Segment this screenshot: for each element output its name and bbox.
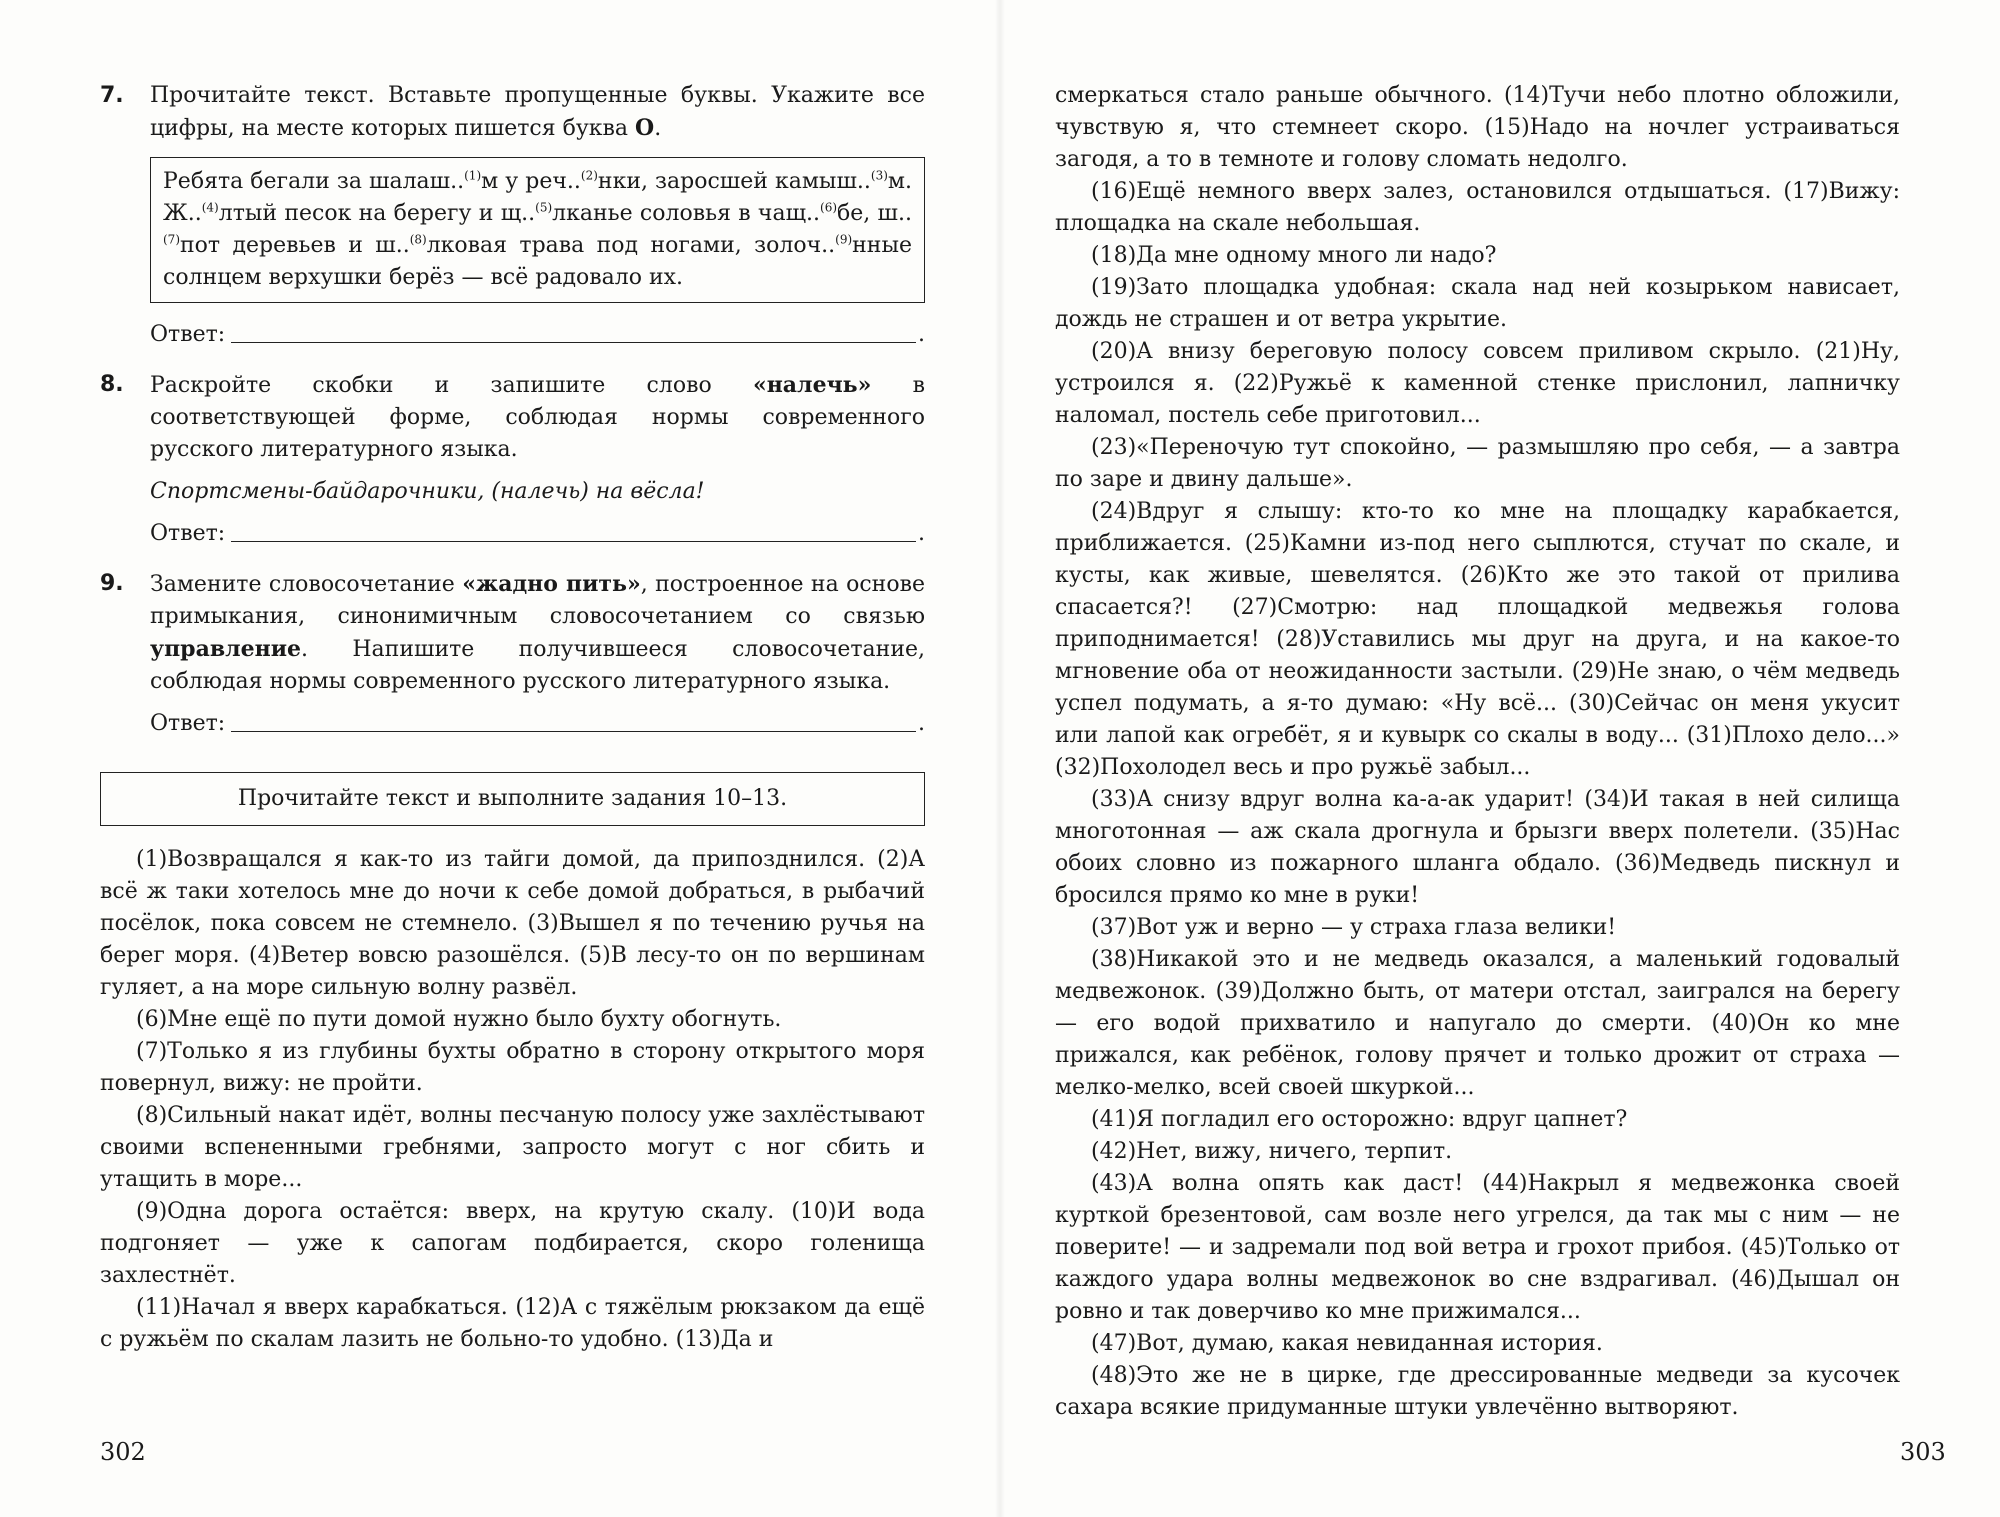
story-paragraph: (8)Сильный накат идёт, волны песчаную полосу уже захлёстывают своими вспененными гребнями, запросто могут с ног сбить и утащить в море...: [100, 1103, 925, 1192]
story-paragraph: (9)Одна дорога остаётся: вверх, на крутую скалу. (10)И вода подгоняет — уже к сапогам подбирается, скоро голенища захлестнёт.: [100, 1199, 925, 1288]
task-text-box: Ребята бегали за шалаш..$^{(1)}$м у реч..$^{(2)}$нки, заросшей камыш..$^{(3)}$м. Ж..$^{(4)}$лтый песок на берегу и щ..$^{(5)}$лканье соловья в чащ..$^{(6)}$бе, ш..$^{(7)}$пот деревьев и ш..$^{(8)}$лковая трава под ногами, золоч..$^{(9)}$нные солнцем верхушки берёз — всё радовало их.: [150, 157, 925, 303]
story-paragraph: (48)Это же не в цирке, где дрессированные медведи за кусочек сахара всякие придуманные штуки увлечённо вытворяют.: [1055, 1363, 1900, 1420]
story-paragraph: (23)«Переночую тут спокойно, — размышляю про себя, — а завтра по заре и двину дальше».: [1055, 435, 1900, 492]
story-paragraph: (16)Ещё немного вверх залез, остановился отдышаться. (17)Вижу: площадка на скале небольшая.: [1055, 179, 1900, 236]
reading-header: Прочитайте текст и выполните задания 10–13.: [100, 772, 925, 826]
task-9: [100, 568, 925, 740]
task-7: [100, 80, 925, 351]
story-paragraph: (18)Да мне одному много ли надо?: [1091, 243, 1497, 268]
task-number: 9.: [100, 571, 124, 596]
task-instruction: Прочитайте текст. Вставьте пропущенные буквы. Укажите все цифры, на месте которых пишется буква О.: [150, 83, 925, 141]
story-paragraph: (47)Вот, думаю, какая невиданная история.: [1091, 1331, 1603, 1356]
answer-label: Ответ:: [150, 711, 226, 736]
answer-label: Ответ:: [150, 322, 226, 347]
story-paragraph: (41)Я погладил его осторожно: вдруг цапнет?: [1091, 1107, 1628, 1132]
story-paragraph: (6)Мне ещё по пути домой нужно было бухту обогнуть.: [136, 1007, 782, 1032]
story-paragraph: (33)А снизу вдруг волна ка-а-ак ударит! (34)И такая в ней силища многотонная — аж скала дрогнула и брызги вверх полетели. (35)Нас обоих словно из пожарного шланга обдало. (36)Медведь пискнул и бросился прямо ко мне в руки!: [1055, 787, 1900, 908]
story-paragraph: (38)Никакой это и не медведь оказался, а маленький годовалый медвежонок. (39)Должно быть, от матери отстал, заигрался на берегу — его водой прихватило и напугало до смерти. (40)Он ко мне прижался, как ребёнок, голову прячет и только дрожит от страха — мелко-мелко, всей своей шкуркой...: [1055, 947, 1900, 1100]
answer-row: Ответ: .: [150, 708, 925, 740]
story-paragraph: (1)Возвращался я как-то из тайги домой, да припозднился. (2)А всё ж таки хотелось мне до ночи к себе домой добраться, в рыбачий посёлок, пока совсем не стемнело. (3)Вышел я по течению ручья на берег моря. (4)Ветер вовсю разошёлся. (5)В лесу-то он по вершинам гуляет, а на море сильную волну развёл.: [100, 847, 925, 1000]
answer-label: Ответ:: [150, 521, 226, 546]
task-instruction: Замените словосочетание «жадно пить», построенное на основе примыкания, синонимичным словосочетанием со связью управление. Напишите получившееся словосочетание, соблюдая нормы современного русского литературного языка.: [150, 571, 925, 694]
task-number: 8.: [100, 372, 124, 397]
story-paragraph: (43)А волна опять как даст! (44)Накрыл я медвежонка своей курткой брезентовой, сам возле него угрелся, да так мы с ним — не поверите! — и задремали под вой ветра и грохот прибоя. (45)Только от каждого удара волны медвежонок во сне вздрагивал. (46)Дышал он ровно и так доверчиво ко мне прижимался...: [1055, 1171, 1900, 1324]
story-paragraph: (20)А внизу береговую полосу совсем приливом скрыло. (21)Ну, устроился я. (22)Ружьё к каменной стенке прислонил, лапничку наломал, постель себе приготовил...: [1055, 339, 1900, 428]
story-paragraph: (24)Вдруг я слышу: кто-то ко мне на площадку карабкается, приближается. (25)Камни из-под него сыплются, стучат по скале, и кусты, как живые, шевелятся. (26)Кто же это такой от прилива спасается?! (27)Смотрю: над площадкой медвежья голова приподнимается! (28)Уставились мы друг на друга, и на какое-то мгновение оба от неожиданности застыли. (29)Не знаю, о чём медведь успел подумать, а я-то думаю: «Ну всё... (30)Сейчас он меня укусит или лапой как огребёт, я и кувырк со скалы в воду... (31)Плохо дело...» (32)Похолодел весь и про ружьё забыл...: [1055, 499, 1900, 780]
story-paragraph: (42)Нет, вижу, ничего, терпит.: [1091, 1139, 1453, 1164]
right-page: [1000, 0, 2000, 1517]
story-paragraph: смеркаться стало раньше обычного. (14)Тучи небо плотно обложили, чувствую я, что стемнеет скоро. (15)Надо на ночлег устраиваться загодя, а то в темноте и голову сломать недолго.: [1055, 83, 1900, 172]
answer-line[interactable]: [231, 541, 916, 542]
answer-row: Ответ: .: [150, 319, 925, 351]
task-example: Спортсмены-байдарочники, (налечь) на вёсла!: [150, 479, 705, 504]
task-number: 7.: [100, 83, 124, 108]
right-column: [1055, 80, 1900, 1424]
story-paragraph: (11)Начал я вверх карабкаться. (12)А с тяжёлым рюкзаком да ещё с ружьём по скалам лазить не больно-то удобно. (13)Да и: [100, 1295, 925, 1352]
page-number: 302: [100, 1438, 146, 1466]
answer-line[interactable]: [231, 342, 916, 343]
left-column: [100, 80, 925, 1356]
story-paragraph: (37)Вот уж и верно — у страха глаза велики!: [1091, 915, 1617, 940]
page-number: 303: [1900, 1438, 1946, 1466]
answer-line[interactable]: [231, 731, 916, 732]
task-instruction: Раскройте скобки и запишите слово «налечь» в соответствующей форме, соблюдая нормы современного русского литературного языка.: [150, 372, 925, 462]
story-paragraph: (7)Только я из глубины бухты обратно в сторону открытого моря повернул, вижу: не пройти.: [100, 1039, 925, 1096]
story-paragraph: (19)Зато площадка удобная: скала над ней козырьком нависает, дождь не страшен и от ветра укрытие.: [1055, 275, 1900, 332]
task-8: [100, 369, 925, 550]
answer-row: Ответ: .: [150, 518, 925, 550]
